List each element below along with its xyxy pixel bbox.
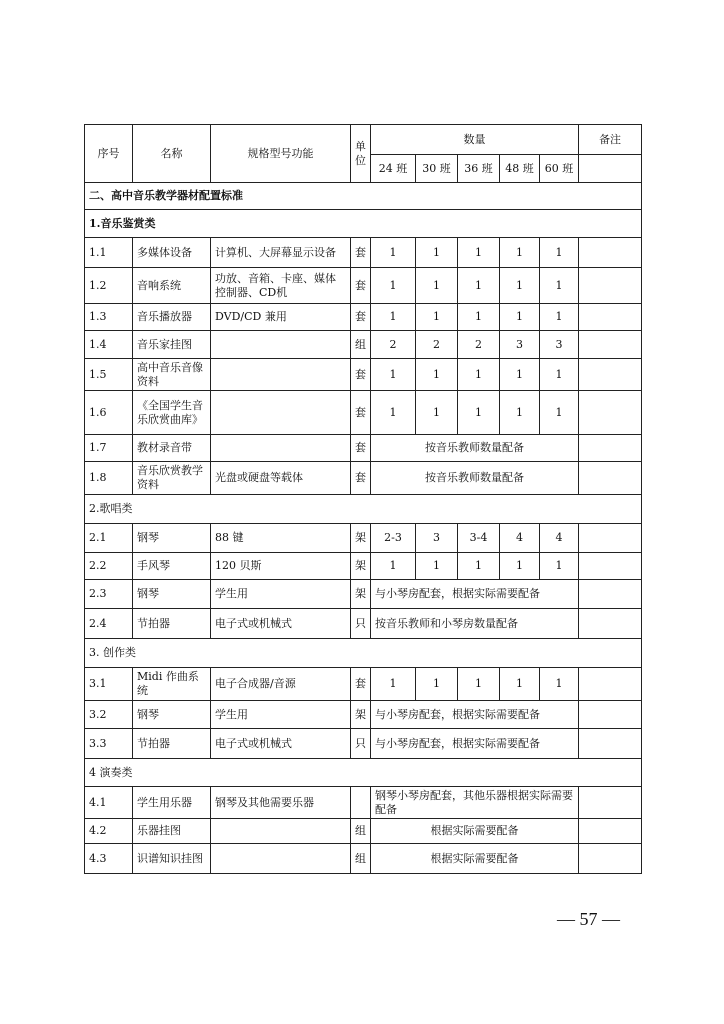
row-quantity-30: 1 (416, 553, 458, 580)
section-heading: 2.歌唱类 (85, 495, 642, 524)
row-quantity-30: 1 (416, 359, 458, 391)
row-seq: 1.6 (85, 391, 133, 435)
table-row (85, 331, 642, 359)
row-quantity-note: 钢琴小琴房配套，其他乐器根据实际需要配备 (371, 787, 579, 819)
table-row (85, 819, 642, 844)
section-heading-row (85, 639, 642, 668)
table-row (85, 238, 642, 268)
row-note (579, 391, 642, 435)
row-spec: 电子式或机械式 (211, 729, 351, 759)
section-heading: 3. 创作类 (85, 639, 642, 668)
table-row (85, 268, 642, 304)
row-quantity-36: 1 (458, 238, 500, 268)
table-title: 二、高中音乐教学器材配置标准 (85, 183, 642, 210)
row-unit: 套 (351, 359, 371, 391)
row-quantity-48: 4 (500, 524, 540, 553)
equipment-table (84, 124, 642, 874)
header-unit: 单位 (351, 125, 371, 183)
row-name: 多媒体设备 (133, 238, 211, 268)
row-quantity-note: 按音乐教师和小琴房数量配备 (371, 609, 579, 639)
row-name: 钢琴 (133, 524, 211, 553)
row-quantity-24: 2-3 (371, 524, 416, 553)
table-row (85, 359, 642, 391)
row-seq: 3.2 (85, 701, 133, 729)
row-seq: 2.2 (85, 553, 133, 580)
row-spec: 学生用 (211, 701, 351, 729)
row-spec: 88 键 (211, 524, 351, 553)
row-quantity-24: 1 (371, 668, 416, 701)
row-note (579, 435, 642, 462)
row-spec (211, 844, 351, 874)
row-spec: 钢琴及其他需要乐器 (211, 787, 351, 819)
row-quantity-48: 1 (500, 268, 540, 304)
header-row (85, 125, 642, 155)
row-note (579, 268, 642, 304)
row-quantity-60: 3 (540, 331, 579, 359)
row-quantity-36: 1 (458, 553, 500, 580)
row-quantity-note: 按音乐教师数量配备 (371, 435, 579, 462)
section-heading-row (85, 210, 642, 238)
table-row (85, 524, 642, 553)
row-note (579, 359, 642, 391)
row-note (579, 787, 642, 819)
row-spec (211, 819, 351, 844)
row-quantity-24: 1 (371, 268, 416, 304)
page-number: — 57 — (557, 909, 620, 929)
row-quantity-48: 1 (500, 391, 540, 435)
row-quantity-note: 与小琴房配套，根据实际需要配备 (371, 701, 579, 729)
row-unit: 套 (351, 268, 371, 304)
row-name: 音乐播放器 (133, 304, 211, 331)
row-unit: 套 (351, 391, 371, 435)
row-quantity-36: 1 (458, 391, 500, 435)
table-row (85, 304, 642, 331)
table-row (85, 553, 642, 580)
row-unit: 套 (351, 435, 371, 462)
row-note (579, 553, 642, 580)
row-seq: 1.8 (85, 462, 133, 495)
row-quantity-36: 3-4 (458, 524, 500, 553)
row-quantity-note: 与小琴房配套，根据实际需要配备 (371, 580, 579, 609)
row-seq: 1.7 (85, 435, 133, 462)
row-quantity-note: 与小琴房配套，根据实际需要配备 (371, 729, 579, 759)
section-heading: 4 演奏类 (85, 759, 642, 787)
row-quantity-note: 按音乐教师数量配备 (371, 462, 579, 495)
row-quantity-24: 1 (371, 304, 416, 331)
section-heading-row (85, 495, 642, 524)
row-unit: 组 (351, 819, 371, 844)
row-spec: 电子合成器/音源 (211, 668, 351, 701)
row-quantity-30: 3 (416, 524, 458, 553)
row-quantity-30: 1 (416, 238, 458, 268)
row-seq: 4.2 (85, 819, 133, 844)
row-note (579, 729, 642, 759)
row-quantity-24: 1 (371, 553, 416, 580)
row-quantity-60: 1 (540, 668, 579, 701)
row-name: 高中音乐音像资料 (133, 359, 211, 391)
row-name: 钢琴 (133, 580, 211, 609)
row-note (579, 331, 642, 359)
row-seq: 4.1 (85, 787, 133, 819)
header-note-empty (579, 155, 642, 183)
row-seq: 3.3 (85, 729, 133, 759)
row-seq: 3.1 (85, 668, 133, 701)
row-quantity-30: 1 (416, 668, 458, 701)
row-quantity-36: 1 (458, 668, 500, 701)
row-name: 音响系统 (133, 268, 211, 304)
row-spec: DVD/CD 兼用 (211, 304, 351, 331)
header-note: 备注 (579, 125, 642, 155)
row-quantity-48: 1 (500, 668, 540, 701)
row-quantity-36: 1 (458, 359, 500, 391)
row-note (579, 462, 642, 495)
table-row (85, 391, 642, 435)
row-seq: 1.3 (85, 304, 133, 331)
row-unit (351, 787, 371, 819)
row-unit: 架 (351, 553, 371, 580)
row-unit: 套 (351, 304, 371, 331)
row-spec: 功放、音箱、卡座、媒体控制器、CD机 (211, 268, 351, 304)
row-name: 手风琴 (133, 553, 211, 580)
row-spec (211, 331, 351, 359)
row-quantity-note: 根据实际需要配备 (371, 844, 579, 874)
header-class-36: 36 班 (458, 155, 500, 183)
row-unit: 架 (351, 701, 371, 729)
row-spec (211, 391, 351, 435)
row-quantity-48: 1 (500, 304, 540, 331)
row-name: Midi 作曲系统 (133, 668, 211, 701)
row-unit: 套 (351, 238, 371, 268)
header-class-24: 24 班 (371, 155, 416, 183)
header-seq: 序号 (85, 125, 133, 183)
row-seq: 1.4 (85, 331, 133, 359)
header-class-60: 60 班 (540, 155, 579, 183)
row-seq: 1.5 (85, 359, 133, 391)
row-unit: 架 (351, 524, 371, 553)
header-class-30: 30 班 (416, 155, 458, 183)
row-quantity-24: 2 (371, 331, 416, 359)
row-unit: 套 (351, 668, 371, 701)
row-quantity-36: 1 (458, 268, 500, 304)
row-seq: 2.4 (85, 609, 133, 639)
table-body (85, 125, 642, 874)
table-row (85, 729, 642, 759)
row-note (579, 819, 642, 844)
row-spec: 计算机、大屏幕显示设备 (211, 238, 351, 268)
row-name: 节拍器 (133, 609, 211, 639)
row-spec (211, 359, 351, 391)
row-note (579, 580, 642, 609)
row-quantity-60: 4 (540, 524, 579, 553)
header-spec: 规格型号功能 (211, 125, 351, 183)
row-quantity-48: 1 (500, 359, 540, 391)
table-row (85, 701, 642, 729)
row-seq: 1.2 (85, 268, 133, 304)
row-spec: 学生用 (211, 580, 351, 609)
row-spec: 120 贝斯 (211, 553, 351, 580)
table-row (85, 787, 642, 819)
row-unit: 套 (351, 462, 371, 495)
row-name: 乐器挂图 (133, 819, 211, 844)
row-quantity-note: 根据实际需要配备 (371, 819, 579, 844)
row-name: 学生用乐器 (133, 787, 211, 819)
row-note (579, 609, 642, 639)
row-quantity-60: 1 (540, 304, 579, 331)
row-unit: 组 (351, 331, 371, 359)
row-quantity-60: 1 (540, 553, 579, 580)
row-quantity-60: 1 (540, 268, 579, 304)
row-note (579, 304, 642, 331)
row-name: 识谱知识挂图 (133, 844, 211, 874)
row-note (579, 844, 642, 874)
title-row (85, 183, 642, 210)
row-quantity-30: 2 (416, 331, 458, 359)
row-note (579, 238, 642, 268)
row-quantity-60: 1 (540, 391, 579, 435)
header-name: 名称 (133, 125, 211, 183)
row-quantity-30: 1 (416, 304, 458, 331)
row-name: 音乐家挂图 (133, 331, 211, 359)
table-row (85, 435, 642, 462)
row-quantity-24: 1 (371, 359, 416, 391)
row-spec (211, 435, 351, 462)
row-seq: 2.1 (85, 524, 133, 553)
row-note (579, 524, 642, 553)
row-quantity-24: 1 (371, 391, 416, 435)
section-heading-row (85, 759, 642, 787)
row-seq: 2.3 (85, 580, 133, 609)
row-quantity-48: 1 (500, 553, 540, 580)
row-name: 节拍器 (133, 729, 211, 759)
row-spec: 电子式或机械式 (211, 609, 351, 639)
row-spec: 光盘或硬盘等载体 (211, 462, 351, 495)
table-row (85, 609, 642, 639)
row-name: 《全国学生音乐欣赏曲库》 (133, 391, 211, 435)
row-quantity-36: 2 (458, 331, 500, 359)
row-unit: 架 (351, 580, 371, 609)
row-unit: 组 (351, 844, 371, 874)
row-quantity-60: 1 (540, 359, 579, 391)
row-name: 音乐欣赏教学资料 (133, 462, 211, 495)
row-quantity-36: 1 (458, 304, 500, 331)
section-heading: 1.音乐鉴赏类 (85, 210, 642, 238)
row-quantity-30: 1 (416, 391, 458, 435)
row-note (579, 668, 642, 701)
table-row (85, 580, 642, 609)
table-row (85, 462, 642, 495)
table-row (85, 844, 642, 874)
row-seq: 1.1 (85, 238, 133, 268)
row-quantity-48: 3 (500, 331, 540, 359)
row-name: 钢琴 (133, 701, 211, 729)
row-quantity-30: 1 (416, 268, 458, 304)
row-note (579, 701, 642, 729)
row-seq: 4.3 (85, 844, 133, 874)
table-row (85, 668, 642, 701)
row-unit: 只 (351, 609, 371, 639)
header-quantity: 数量 (371, 125, 579, 155)
row-quantity-60: 1 (540, 238, 579, 268)
row-quantity-48: 1 (500, 238, 540, 268)
header-class-48: 48 班 (500, 155, 540, 183)
row-unit: 只 (351, 729, 371, 759)
row-quantity-24: 1 (371, 238, 416, 268)
row-name: 教材录音带 (133, 435, 211, 462)
